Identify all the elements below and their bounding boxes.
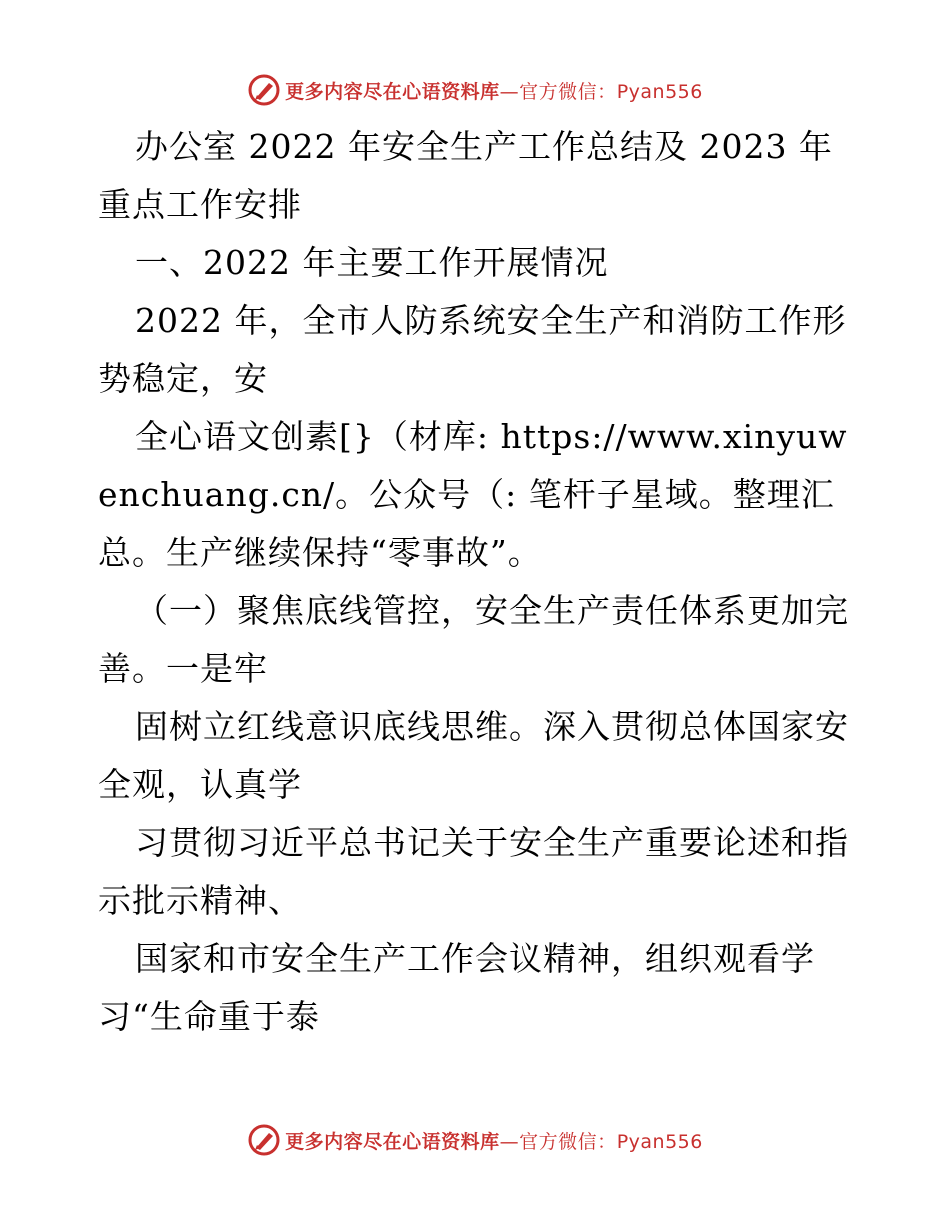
pen-logo-icon: [247, 1123, 281, 1157]
paragraph: 全心语文创素[}（材库: https://www.xinyuwenchuang.cn/。公众号（: 笔杆子星域。整理汇总。生产继续保持“零事故”。: [98, 417, 848, 572]
paragraph: 习贯彻习近平总书记关于安全生产重要论述和指示批示精神、: [98, 823, 849, 920]
header-watermark-banner: [0, 70, 950, 110]
paragraph: 固树立红线意识底线思维。深入贯彻总体国家安全观，认真学: [98, 707, 849, 804]
paragraph: 国家和市安全生产工作会议精神，组织观看学习“生命重于泰: [98, 939, 815, 1036]
pen-logo-icon: [247, 73, 281, 107]
section-heading: 一、2022 年主要工作开展情况: [135, 243, 609, 282]
footer-watermark-banner: [0, 1120, 950, 1160]
subsection-heading: （一）聚焦底线管控，安全生产责任体系更加完善。一是牢: [98, 591, 849, 688]
paragraph: 2022 年，全市人防系统安全生产和消防工作形势稳定，安: [98, 301, 847, 398]
document-body: [98, 118, 858, 1046]
document-title: 办公室 2022 年安全生产工作总结及 2023 年重点工作安排: [98, 127, 833, 224]
footer-watermark-text: 更多内容尽在心语资料库—官方微信：Pyan556: [285, 1130, 703, 1153]
header-watermark-text: 更多内容尽在心语资料库—官方微信：Pyan556: [285, 80, 703, 103]
